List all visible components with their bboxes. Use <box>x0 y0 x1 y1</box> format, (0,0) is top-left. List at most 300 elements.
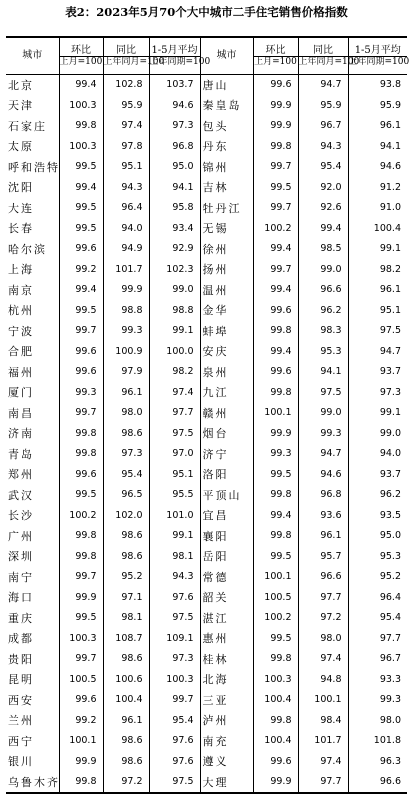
ytd-index-cell: 99.7 <box>149 690 200 711</box>
city-name-cell: 深圳 <box>8 550 34 564</box>
col-header-yoy-sub: 上年同月=100 <box>298 56 360 67</box>
ytd-index-cell: 94.7 <box>348 341 407 362</box>
mom-index-cell: 99.6 <box>59 362 103 383</box>
mom-index-cell: 99.6 <box>253 751 298 772</box>
ytd-index-cell: 97.7 <box>348 628 407 649</box>
ytd-index-cell: 97.5 <box>149 608 200 629</box>
city-name-cell: 长沙 <box>8 509 34 523</box>
table-row <box>6 280 407 301</box>
mom-index-cell: 99.7 <box>59 403 103 424</box>
mom-index-cell: 99.6 <box>59 464 103 485</box>
yoy-index-cell: 96.1 <box>298 526 348 547</box>
mom-index-cell: 99.6 <box>59 341 103 362</box>
table-row <box>6 239 407 260</box>
mom-index-cell: 99.8 <box>253 485 298 506</box>
yoy-index-cell: 95.2 <box>103 567 149 588</box>
col-header-yoy-2 <box>298 37 360 74</box>
table-row <box>6 218 407 239</box>
yoy-index-cell: 99.3 <box>298 423 348 444</box>
yoy-index-cell: 97.1 <box>103 587 149 608</box>
ytd-index-cell: 101.0 <box>149 505 200 526</box>
table-row <box>6 546 407 567</box>
yoy-index-cell: 97.9 <box>103 362 149 383</box>
ytd-index-cell: 97.5 <box>149 772 200 794</box>
yoy-index-cell: 98.8 <box>103 300 149 321</box>
yoy-index-cell: 100.9 <box>103 341 149 362</box>
ytd-index-cell: 94.6 <box>149 95 200 116</box>
mom-index-cell: 99.8 <box>253 321 298 342</box>
ytd-index-cell: 93.8 <box>348 74 407 95</box>
yoy-index-cell: 99.9 <box>103 280 149 301</box>
yoy-index-cell: 98.6 <box>103 423 149 444</box>
ytd-index-cell: 95.1 <box>348 300 407 321</box>
col-header-mom-sub: 上月=100 <box>254 56 297 67</box>
table-row <box>6 772 407 794</box>
city-name-cell: 重庆 <box>8 611 34 625</box>
col-header-mom-label: 环比 <box>71 44 91 56</box>
city-name-cell: 徐州 <box>200 239 253 260</box>
yoy-index-cell: 98.6 <box>103 649 149 670</box>
mom-index-cell: 99.5 <box>59 157 103 178</box>
ytd-index-cell: 96.6 <box>348 772 407 794</box>
city-name-cell: 济南 <box>8 427 34 441</box>
ytd-index-cell: 100.0 <box>149 341 200 362</box>
mom-index-cell: 99.8 <box>59 116 103 137</box>
mom-index-cell: 99.8 <box>59 423 103 444</box>
mom-index-cell: 99.8 <box>253 136 298 157</box>
col-header-city: 城市 <box>6 37 59 74</box>
yoy-index-cell: 99.0 <box>298 259 348 280</box>
ytd-index-cell: 98.2 <box>348 259 407 280</box>
mom-index-cell: 99.5 <box>253 177 298 198</box>
city-name-cell: 南充 <box>200 731 253 752</box>
col-header-mom-label: 环比 <box>265 44 286 56</box>
ytd-index-cell: 103.7 <box>149 74 200 95</box>
yoy-index-cell: 102.0 <box>103 505 149 526</box>
city-name-cell: 武汉 <box>8 488 34 502</box>
ytd-index-cell: 99.1 <box>348 239 407 260</box>
city-name-cell: 大理 <box>200 772 253 794</box>
yoy-index-cell: 98.0 <box>103 403 149 424</box>
yoy-index-cell: 101.7 <box>298 731 348 752</box>
table-row <box>6 505 407 526</box>
mom-index-cell: 99.8 <box>59 444 103 465</box>
city-name-cell: 北海 <box>200 669 253 690</box>
ytd-index-cell: 92.9 <box>149 239 200 260</box>
city-name-cell: 长春 <box>8 222 34 236</box>
city-name-cell: 泉州 <box>200 362 253 383</box>
mom-index-cell: 99.5 <box>59 300 103 321</box>
table-row <box>6 587 407 608</box>
city-name-cell: 上海 <box>8 263 34 277</box>
ytd-index-cell: 101.8 <box>348 731 407 752</box>
city-name-cell: 丹东 <box>200 136 253 157</box>
mom-index-cell: 100.3 <box>59 136 103 157</box>
city-name-cell: 襄阳 <box>200 526 253 547</box>
mom-index-cell: 100.2 <box>59 505 103 526</box>
yoy-index-cell: 92.6 <box>298 198 348 219</box>
ytd-index-cell: 91.0 <box>348 198 407 219</box>
ytd-index-cell: 100.3 <box>149 669 200 690</box>
yoy-index-cell: 95.9 <box>298 95 348 116</box>
mom-index-cell: 99.4 <box>253 505 298 526</box>
mom-index-cell: 99.8 <box>253 382 298 403</box>
yoy-index-cell: 94.3 <box>298 136 348 157</box>
city-name-cell: 平顶山 <box>200 485 253 506</box>
mom-index-cell: 99.5 <box>59 485 103 506</box>
yoy-index-cell: 94.9 <box>103 239 149 260</box>
city-name-cell: 乌鲁木齐 <box>8 775 60 789</box>
ytd-index-cell: 98.0 <box>348 710 407 731</box>
mom-index-cell: 99.5 <box>59 218 103 239</box>
mom-index-cell: 99.3 <box>59 382 103 403</box>
table-row <box>6 177 407 198</box>
mom-index-cell: 100.2 <box>253 218 298 239</box>
city-name-cell: 大连 <box>8 201 34 215</box>
ytd-index-cell: 96.7 <box>348 649 407 670</box>
city-name-cell: 金华 <box>200 300 253 321</box>
city-name-cell: 包头 <box>200 116 253 137</box>
ytd-index-cell: 93.4 <box>149 218 200 239</box>
city-name-cell: 沈阳 <box>8 181 34 195</box>
mom-index-cell: 99.5 <box>253 464 298 485</box>
mom-index-cell: 99.8 <box>253 649 298 670</box>
mom-index-cell: 99.6 <box>59 690 103 711</box>
ytd-index-cell: 99.0 <box>348 423 407 444</box>
city-name-cell: 宜昌 <box>200 505 253 526</box>
table-title: 表2：2023年5月70个大中城市二手住宅销售价格指数 <box>65 5 348 19</box>
mom-index-cell: 99.7 <box>253 259 298 280</box>
table-row <box>6 731 407 752</box>
table-row <box>6 423 407 444</box>
mom-index-cell: 100.5 <box>59 669 103 690</box>
yoy-index-cell: 97.8 <box>103 136 149 157</box>
mom-index-cell: 99.8 <box>59 526 103 547</box>
city-name-cell: 湛江 <box>200 608 253 629</box>
ytd-index-cell: 97.0 <box>149 444 200 465</box>
yoy-index-cell: 97.3 <box>103 444 149 465</box>
table-row <box>6 300 407 321</box>
table-row <box>6 157 407 178</box>
city-name-cell: 宁波 <box>8 324 34 338</box>
city-name-cell: 三亚 <box>200 690 253 711</box>
yoy-index-cell: 98.1 <box>103 608 149 629</box>
yoy-index-cell: 95.7 <box>298 546 348 567</box>
city-name-cell: 蚌埠 <box>200 321 253 342</box>
ytd-index-cell: 95.9 <box>348 95 407 116</box>
city-name-cell: 唐山 <box>200 74 253 95</box>
city-name-cell: 安庆 <box>200 341 253 362</box>
yoy-index-cell: 95.4 <box>103 464 149 485</box>
ytd-index-cell: 97.5 <box>348 321 407 342</box>
ytd-index-cell: 97.3 <box>149 649 200 670</box>
mom-index-cell: 99.8 <box>253 526 298 547</box>
ytd-index-cell: 97.7 <box>149 403 200 424</box>
table-row <box>6 608 407 629</box>
mom-index-cell: 99.7 <box>253 157 298 178</box>
yoy-index-cell: 95.4 <box>298 157 348 178</box>
mom-index-cell: 99.9 <box>253 423 298 444</box>
ytd-index-cell: 96.3 <box>348 751 407 772</box>
yoy-index-cell: 99.4 <box>298 218 348 239</box>
ytd-index-cell: 97.3 <box>348 382 407 403</box>
mom-index-cell: 100.1 <box>253 403 298 424</box>
city-name-cell: 福州 <box>8 365 34 379</box>
ytd-index-cell: 102.3 <box>149 259 200 280</box>
yoy-index-cell: 98.0 <box>298 628 348 649</box>
city-name-cell: 郑州 <box>8 468 34 482</box>
city-name-cell: 合肥 <box>8 345 34 359</box>
city-name-cell: 九江 <box>200 382 253 403</box>
city-name-cell: 韶关 <box>200 587 253 608</box>
table-row <box>6 567 407 588</box>
city-name-cell: 天津 <box>8 99 34 113</box>
yoy-index-cell: 97.4 <box>103 116 149 137</box>
yoy-index-cell: 108.7 <box>103 628 149 649</box>
col-header-city-2: 城市 <box>200 37 253 74</box>
mom-index-cell: 99.4 <box>59 280 103 301</box>
mom-index-cell: 99.9 <box>253 116 298 137</box>
col-header-ytd-sub: 上年同期=100 <box>348 56 410 67</box>
mom-index-cell: 100.5 <box>253 587 298 608</box>
col-header-ytd-label: 1-5月平均 <box>151 44 198 56</box>
mom-index-cell: 99.4 <box>253 341 298 362</box>
yoy-index-cell: 98.6 <box>103 751 149 772</box>
yoy-index-cell: 96.1 <box>103 710 149 731</box>
city-name-cell: 南京 <box>8 283 34 297</box>
ytd-index-cell: 95.8 <box>149 198 200 219</box>
table-row <box>6 751 407 772</box>
table-row <box>6 485 407 506</box>
yoy-index-cell: 95.9 <box>103 95 149 116</box>
table-row <box>6 74 407 95</box>
yoy-index-cell: 94.3 <box>103 177 149 198</box>
city-name-cell: 惠州 <box>200 628 253 649</box>
city-name-cell: 烟台 <box>200 423 253 444</box>
ytd-index-cell: 95.5 <box>149 485 200 506</box>
ytd-index-cell: 95.0 <box>348 526 407 547</box>
yoy-index-cell: 93.6 <box>298 505 348 526</box>
table-row <box>6 444 407 465</box>
yoy-index-cell: 99.0 <box>298 403 348 424</box>
yoy-index-cell: 95.3 <box>298 341 348 362</box>
table-row <box>6 464 407 485</box>
mom-index-cell: 99.5 <box>253 628 298 649</box>
city-name-cell: 西宁 <box>8 734 34 748</box>
yoy-index-cell: 96.8 <box>298 485 348 506</box>
ytd-index-cell: 99.1 <box>149 321 200 342</box>
mom-index-cell: 99.7 <box>59 321 103 342</box>
yoy-index-cell: 100.1 <box>298 690 348 711</box>
city-name-cell: 遵义 <box>200 751 253 772</box>
table-row <box>6 321 407 342</box>
yoy-index-cell: 97.7 <box>298 587 348 608</box>
yoy-index-cell: 94.7 <box>298 74 348 95</box>
ytd-index-cell: 96.8 <box>149 136 200 157</box>
yoy-index-cell: 92.0 <box>298 177 348 198</box>
city-name-cell: 洛阳 <box>200 464 253 485</box>
col-header-ytd <box>149 37 211 74</box>
col-header-yoy <box>103 37 165 74</box>
mom-index-cell: 99.6 <box>253 74 298 95</box>
table-row <box>6 628 407 649</box>
mom-index-cell: 99.9 <box>59 751 103 772</box>
mom-index-cell: 99.9 <box>253 772 298 794</box>
mom-index-cell: 100.4 <box>253 690 298 711</box>
ytd-index-cell: 99.3 <box>348 690 407 711</box>
yoy-index-cell: 97.7 <box>298 772 348 794</box>
ytd-index-cell: 97.5 <box>149 423 200 444</box>
ytd-index-cell: 97.4 <box>149 382 200 403</box>
mom-index-cell: 100.3 <box>253 669 298 690</box>
col-header-mom-sub: 上月=100 <box>59 56 103 67</box>
city-name-cell: 贵阳 <box>8 652 34 666</box>
table-row <box>6 362 407 383</box>
table-row <box>6 198 407 219</box>
city-name-cell: 西安 <box>8 693 34 707</box>
city-name-cell: 呼和浩特 <box>8 160 60 174</box>
ytd-index-cell: 97.6 <box>149 731 200 752</box>
col-header-yoy-label: 同比 <box>116 44 136 56</box>
mom-index-cell: 99.9 <box>253 95 298 116</box>
yoy-index-cell: 97.4 <box>298 751 348 772</box>
table-header <box>6 37 410 74</box>
yoy-index-cell: 96.4 <box>103 198 149 219</box>
city-name-cell: 泸州 <box>200 710 253 731</box>
table-row <box>6 116 407 137</box>
city-name-cell: 常德 <box>200 567 253 588</box>
ytd-index-cell: 94.1 <box>348 136 407 157</box>
mom-index-cell: 99.8 <box>253 710 298 731</box>
city-name-cell: 南宁 <box>8 570 34 584</box>
yoy-index-cell: 97.5 <box>298 382 348 403</box>
yoy-index-cell: 97.2 <box>298 608 348 629</box>
ytd-index-cell: 99.0 <box>149 280 200 301</box>
table-row <box>6 95 407 116</box>
yoy-index-cell: 101.7 <box>103 259 149 280</box>
mom-index-cell: 100.3 <box>59 628 103 649</box>
city-name-cell: 青岛 <box>8 447 34 461</box>
ytd-index-cell: 98.8 <box>149 300 200 321</box>
ytd-index-cell: 96.4 <box>348 587 407 608</box>
mom-index-cell: 99.5 <box>59 198 103 219</box>
ytd-index-cell: 93.5 <box>348 505 407 526</box>
city-name-cell: 银川 <box>8 755 34 769</box>
city-name-cell: 北京 <box>8 78 34 92</box>
city-name-cell: 海口 <box>8 591 34 605</box>
price-index-table <box>6 36 410 794</box>
yoy-index-cell: 96.2 <box>298 300 348 321</box>
ytd-index-cell: 93.7 <box>348 464 407 485</box>
table-row <box>6 259 407 280</box>
col-header-yoy-sub: 上年同月=100 <box>103 56 165 67</box>
ytd-index-cell: 91.2 <box>348 177 407 198</box>
table-row <box>6 382 407 403</box>
yoy-index-cell: 98.6 <box>103 731 149 752</box>
ytd-index-cell: 95.1 <box>149 464 200 485</box>
ytd-index-cell: 96.1 <box>348 116 407 137</box>
mom-index-cell: 99.6 <box>253 362 298 383</box>
mom-index-cell: 99.4 <box>253 280 298 301</box>
yoy-index-cell: 97.2 <box>103 772 149 794</box>
ytd-index-cell: 95.4 <box>149 710 200 731</box>
table-row <box>6 403 407 424</box>
city-name-cell: 广州 <box>8 529 34 543</box>
city-name-cell: 济宁 <box>200 444 253 465</box>
yoy-index-cell: 96.6 <box>298 567 348 588</box>
ytd-index-cell: 95.0 <box>149 157 200 178</box>
yoy-index-cell: 98.4 <box>298 710 348 731</box>
yoy-index-cell: 94.6 <box>298 464 348 485</box>
table-row <box>6 649 407 670</box>
mom-index-cell: 100.1 <box>59 731 103 752</box>
city-name-cell: 厦门 <box>8 386 34 400</box>
city-name-cell: 石家庄 <box>8 119 47 133</box>
ytd-index-cell: 97.3 <box>149 116 200 137</box>
ytd-index-cell: 96.1 <box>348 280 407 301</box>
ytd-index-cell: 94.0 <box>348 444 407 465</box>
mom-index-cell: 99.9 <box>59 587 103 608</box>
mom-index-cell: 99.2 <box>59 259 103 280</box>
city-name-cell: 兰州 <box>8 714 34 728</box>
mom-index-cell: 100.1 <box>253 567 298 588</box>
city-name-cell: 扬州 <box>200 259 253 280</box>
city-name-cell: 吉林 <box>200 177 253 198</box>
ytd-index-cell: 95.2 <box>348 567 407 588</box>
col-header-yoy-label: 同比 <box>313 44 333 56</box>
mom-index-cell: 100.3 <box>59 95 103 116</box>
ytd-index-cell: 96.2 <box>348 485 407 506</box>
city-name-cell: 哈尔滨 <box>8 242 47 256</box>
col-header-ytd-sub: 上年同期=100 <box>149 56 211 67</box>
yoy-index-cell: 96.6 <box>298 280 348 301</box>
mom-index-cell: 99.8 <box>59 546 103 567</box>
city-name-cell: 桂林 <box>200 649 253 670</box>
mom-index-cell: 99.5 <box>253 546 298 567</box>
ytd-index-cell: 97.6 <box>149 751 200 772</box>
col-header-mom-2 <box>253 37 298 74</box>
table-row <box>6 710 407 731</box>
ytd-index-cell: 93.3 <box>348 669 407 690</box>
table-row <box>6 669 407 690</box>
yoy-index-cell: 95.1 <box>103 157 149 178</box>
city-name-cell: 温州 <box>200 280 253 301</box>
yoy-index-cell: 98.6 <box>103 526 149 547</box>
table-row <box>6 690 407 711</box>
ytd-index-cell: 94.6 <box>348 157 407 178</box>
yoy-index-cell: 100.6 <box>103 669 149 690</box>
yoy-index-cell: 94.8 <box>298 669 348 690</box>
ytd-index-cell: 99.1 <box>149 526 200 547</box>
mom-index-cell: 99.8 <box>59 772 103 794</box>
table-body <box>6 74 407 793</box>
mom-index-cell: 99.3 <box>253 444 298 465</box>
yoy-index-cell: 94.7 <box>298 444 348 465</box>
ytd-index-cell: 97.6 <box>149 587 200 608</box>
mom-index-cell: 99.6 <box>253 300 298 321</box>
city-name-cell: 岳阳 <box>200 546 253 567</box>
table-row <box>6 136 407 157</box>
ytd-index-cell: 98.2 <box>149 362 200 383</box>
yoy-index-cell: 100.4 <box>103 690 149 711</box>
city-name-cell: 无锡 <box>200 218 253 239</box>
city-name-cell: 杭州 <box>8 304 34 318</box>
city-name-cell: 太原 <box>8 140 34 154</box>
ytd-index-cell: 109.1 <box>149 628 200 649</box>
ytd-index-cell: 98.1 <box>149 546 200 567</box>
table-row <box>6 341 407 362</box>
col-header-ytd-2 <box>348 37 410 74</box>
